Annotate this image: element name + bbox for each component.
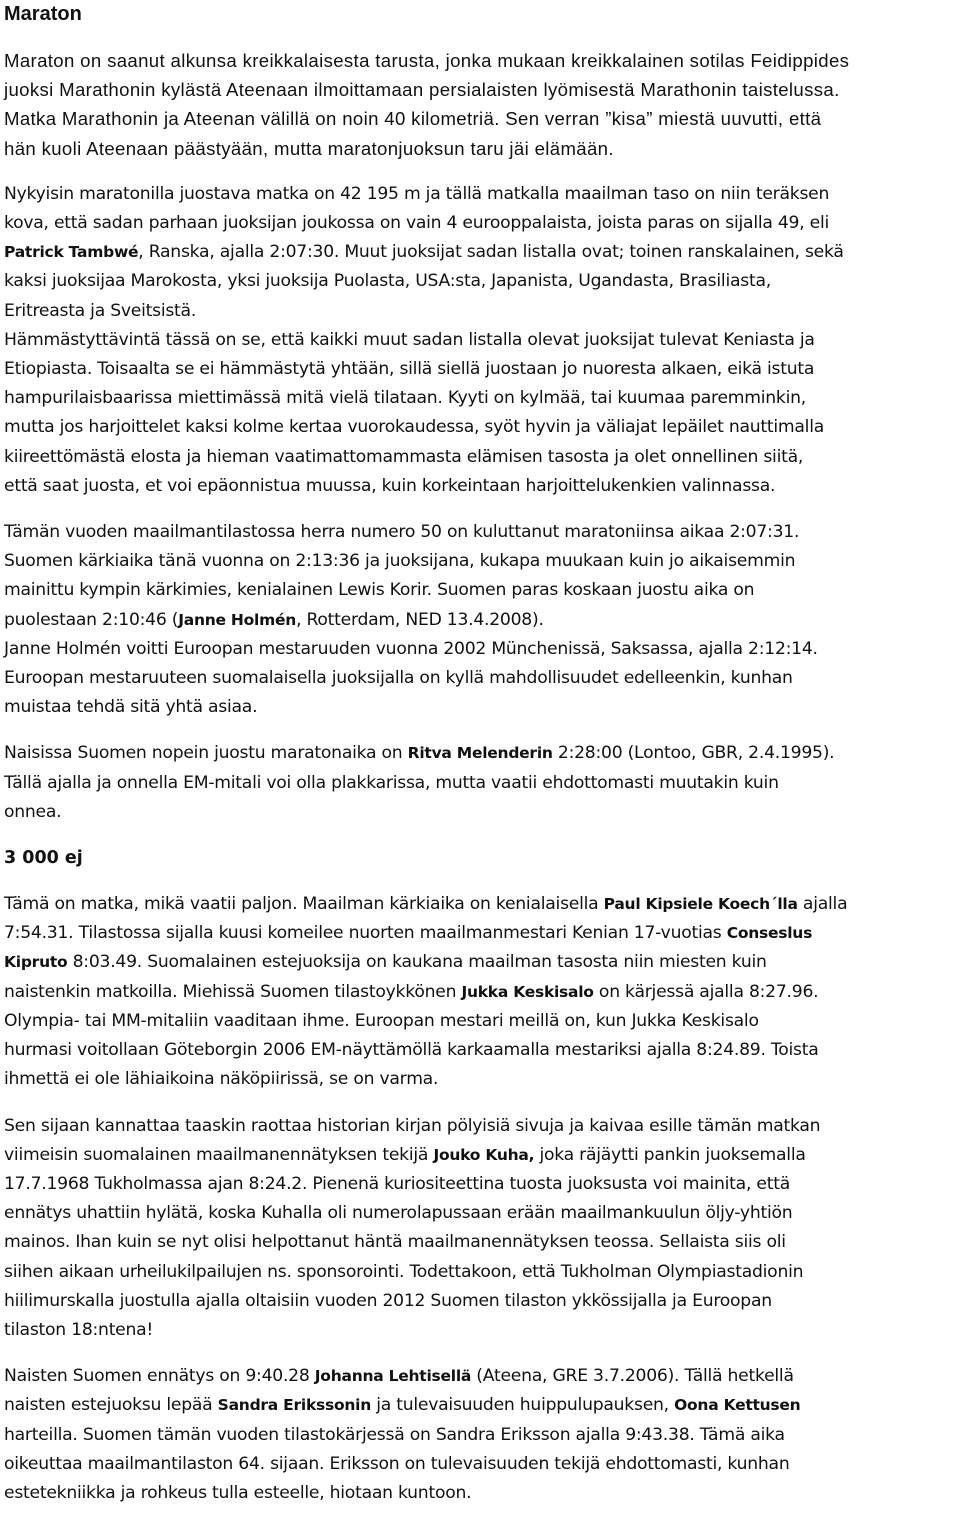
text-line: ja tulevaisuuden huippulupauksen, [371,1395,675,1416]
runner-name: Oona Kettusen [674,1396,801,1415]
text-line: Sen sijaan kannattaa taaskin raottaa historian kirjan pölyisiä sivuja ja kaivaa esille tämän matkan [4,1115,821,1136]
spacer [4,873,956,890]
section-heading: 3 000 ej [4,848,83,869]
text-line: kaksi juoksijaa Marokosta, yksi juoksija Puolasta, USA:sta, Japanista, Ugandasta, Brasiliasta, [4,271,771,292]
runner-name: Patrick Tambwé [4,243,139,262]
text-line: Naisissa Suomen nopein juostu maratonaika on [4,743,408,764]
text-line: , Rotterdam, NED 13.4.2008). [296,609,544,630]
paragraph-kuha-record [4,1112,956,1346]
text-line: juoksi Marathonin kylästä Ateenaan ilmoittamaan persialaisten lyömisestä Marathonin taistelussa. [4,79,840,101]
spacer [4,28,956,46]
text-line: Maraton on saanut alkunsa kreikkalaisesta tarusta, jonka mukaan kreikkalainen sotilas Feidippides [4,50,850,71]
text-line: Tällä ajalla ja onnella EM-mitali voi olla plakkarissa, mutta vaatii ehdottomasti muutakin kuin [4,772,779,793]
text-line: oikeuttaa maailmantilaston 64. sijaan. Eriksson on tulevaisuuden tekijä ehdottomasti, kunhan [4,1453,790,1474]
paragraph-finnish-records [4,518,956,722]
text-line: muistaa tehdä sitä yhtä asiaa. [4,697,258,718]
text-line: ennätys uhattiin hylätä, koska Kuhalla oli numerolapussaan erään maailmankuulun öljy-yhtiön [4,1203,793,1224]
text-line: ihmettä ei ole lähiaikoina näköpiirissä, se on varma. [4,1069,439,1090]
spacer [4,722,956,739]
paragraph-women-steeplechase [4,1362,956,1508]
paragraph-steeplechase [4,890,956,1094]
text-line: Euroopan mestaruuteen suomalaisella juoksijalla on kyllä mahdollisuudet edelleenkin, kunhan [4,668,793,689]
text-line: joka räjäytti pankin juoksemalla [534,1144,806,1165]
text-line: Matka Marathonin ja Ateenan välillä on noin 40 kilometriä. Sen verran ”kisa” miestä uuvutti, että [4,108,822,130]
spacer [4,1345,956,1362]
text-line: siihen aikaan urheilukilpailujen ns. sponsorointi. Todettakoon, että Tukholman Olympiastadionin [4,1261,804,1282]
runner-name: Jukka Keskisalo [461,982,594,1001]
runner-name: Sandra Erikssonin [217,1396,371,1415]
text-line: ajalla [797,894,848,915]
text-line: puolestaan 2:10:46 ( [4,609,179,630]
text-line: Naisten Suomen ennätys on 9:40.28 [4,1366,315,1387]
text-line: (Ateena, GRE 3.7.2006). Tällä hetkellä [471,1366,794,1387]
text-line: hän kuoli Ateenaan päästyään, mutta maratonjuoksun taru jäi elämään. [4,137,614,159]
text-line: että saat juosta, et voi epäonnistua muussa, kuin korkeintaan harjoittelukenkien valinnassa. [4,475,776,496]
text-line: 2:28:00 (Lontoo, GBR, 2.4.1995). [552,743,835,764]
text-line: hurmasi voitollaan Göteborgin 2006 EM-näyttämöllä karkaamalla mestariksi ajalla 8:24.89. Toista [4,1040,819,1061]
text-line: Hämmästyttävintä tässä on se, että kaikki muut sadan listalla olevat juoksijat tulevat Keniasta ja [4,329,815,350]
text-line: viimeisin suomalainen maailmanennätyksen tekijä [4,1144,434,1165]
spacer [4,501,956,518]
text-line: Olympia- tai MM-mitaliin vaaditaan ihme. Euroopan mestari meillä on, kun Jukka Keskisalo [4,1010,759,1031]
text-line: Eritreasta ja Sveitsistä. [4,300,197,321]
text-line: 7:54.31. Tilastossa sijalla kuusi komeilee nuorten maailmanmestari Kenian 17-vuotias [4,923,727,944]
spacer [4,163,956,180]
runner-name: Jouko Kuha, [433,1145,535,1164]
text-line: mainos. Ihan kuin se nyt olisi helpottanut häntä maailmanennätyksen teossa. Sellaista siis oli [4,1232,786,1253]
text-line: 17.7.1968 Tukholmassa ajan 8:24.2. Pienenä kuriositeettina tuosta juoksusta voi mainita, että [4,1173,790,1194]
text-line: Tämä on matka, mikä vaatii paljon. Maailman kärkiaika on kenialaisella [4,894,604,915]
text-line: estetekniikka ja rohkeus tulla esteelle, hiotaan kuntoon. [4,1482,472,1503]
paragraph-women-marathon [4,739,956,827]
text-line: Etiopiasta. Toisaalta se ei hämmästytä yhtään, sillä siellä juostaan jo nuoresta alkaen, eikä istuta [4,359,815,380]
spacer [4,827,956,844]
page-title: Maraton [4,3,82,25]
text-line: Suomen kärkiaika tänä vuonna on 2:13:36 ja juoksijana, kukapa muukaan kuin jo aikaisemmin [4,551,796,572]
text-line: onnea. [4,801,62,822]
runner-name: Paul Kipsiele Koech´lla [603,895,798,914]
paragraph-intro [4,46,956,163]
runner-name: Conseslus [726,924,813,943]
text-line: , Ranska, ajalla 2:07:30. Muut juoksijat sadan listalla ovat; toinen ranskalainen, sekä [138,242,844,263]
text-line: mainittu kympin kärkimies, kenialainen Lewis Korir. Suomen paras koskaan juostu aika on [4,580,755,601]
runner-name: Janne Holmén [178,610,297,629]
text-line: on kärjessä ajalla 8:27.96. [593,981,819,1002]
spacer [4,1095,956,1112]
text-line: harteilla. Suomen tämän vuoden tilastokärjessä on Sandra Eriksson ajalla 9:43.38. Tämä aika [4,1424,785,1445]
text-line: Nykyisin maratonilla juostava matka on 42 195 m ja tällä matkalla maailman taso on niin teräksen [4,183,830,204]
text-line: mutta jos harjoittelet kaksi kolme kertaa vuorokaudessa, syöt hyvin ja väliajat lepäilet nauttimalla [4,417,825,438]
text-line: Tämän vuoden maailmantilastossa herra numero 50 on kuluttanut maratoniinsa aikaa 2:07:31. [4,522,800,543]
runner-name: Johanna Lehtisellä [314,1367,472,1386]
text-line: kiireettömästä elosta ja hieman vaatimattomammasta elämisen tasosta ja olet onnellinen siitä, [4,446,804,467]
text-line: hiilimurskalla juostulla ajalla oltaisiin vuoden 2012 Suomen tilaston ykkössijalla ja Euroopan [4,1290,772,1311]
text-line: tilaston 18:ntena! [4,1319,154,1340]
text-line: hampurilaisbaarissa miettimässä mitä vielä tilataan. Kyyti on kylmää, tai kuumaa paremminkin, [4,388,807,409]
text-line: naisten estejuoksu lepää [4,1395,218,1416]
text-line: kova, että sadan parhaan juoksijan joukossa on vain 4 eurooppalaista, joista paras on sijalla 49, eli [4,213,830,234]
text-line: naistenkin matkoilla. Miehissä Suomen tilastoykkönen [4,981,462,1002]
text-line: Janne Holmén voitti Euroopan mestaruuden vuonna 2002 Münchenissä, Saksassa, ajalla 2:12:14. [4,638,818,659]
runner-name: Kipruto [4,953,68,972]
paragraph-marathon-level [4,180,956,501]
text-line: 8:03.49. Suomalainen estejuoksija on kaukana maailman tasosta niin miesten kuin [67,952,767,973]
runner-name: Ritva Melenderin [407,744,553,763]
